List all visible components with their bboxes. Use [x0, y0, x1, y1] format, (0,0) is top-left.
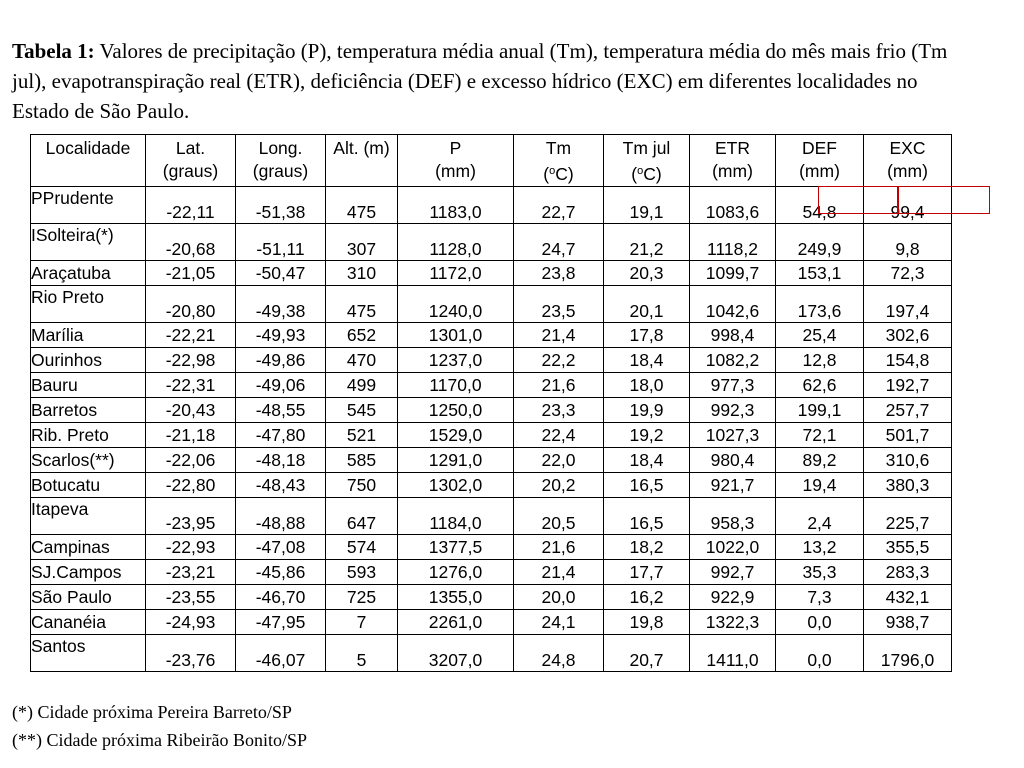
cell-etr: 1083,6	[690, 187, 776, 224]
climate-table	[30, 134, 952, 672]
table-row	[31, 448, 952, 473]
cell-alt: 521	[326, 423, 398, 448]
cell-lat: -22,11	[146, 187, 236, 224]
cell-exc: 302,6	[864, 323, 952, 348]
cell-lat: -20,80	[146, 286, 236, 323]
header-line-1: Tm jul	[622, 138, 671, 158]
cell-etr: 922,9	[690, 585, 776, 610]
cell-localidade: Barretos	[31, 398, 146, 423]
cell-long: -48,88	[236, 498, 326, 535]
cell-lat: -22,98	[146, 348, 236, 373]
cell-alt: 652	[326, 323, 398, 348]
highlight-def-box	[818, 186, 898, 214]
cell-etr: 1022,0	[690, 535, 776, 560]
table-row	[31, 261, 952, 286]
cell-exc: 197,4	[864, 286, 952, 323]
header-line-2: (graus)	[162, 161, 219, 181]
cell-localidade: Araçatuba	[31, 261, 146, 286]
cell-tm-jul: 16,2	[604, 585, 690, 610]
table-row	[31, 535, 952, 560]
table-row	[31, 498, 952, 535]
cell-long: -50,47	[236, 261, 326, 286]
cell-etr: 921,7	[690, 473, 776, 498]
cell-exc: 501,7	[864, 423, 952, 448]
cell-tm: 23,8	[514, 261, 604, 286]
cell-tm: 20,5	[514, 498, 604, 535]
cell-tm: 20,0	[514, 585, 604, 610]
header-line-1: Localidade	[45, 138, 131, 158]
cell-alt: 5	[326, 635, 398, 672]
cell-long: -48,43	[236, 473, 326, 498]
cell-etr: 1322,3	[690, 610, 776, 635]
cell-localidade: PPrudente	[31, 187, 146, 224]
table-row	[31, 373, 952, 398]
header-row	[31, 135, 952, 187]
cell-def: 153,1	[776, 261, 864, 286]
header-def	[776, 135, 864, 187]
cell-exc: 283,3	[864, 560, 952, 585]
cell-def: 89,2	[776, 448, 864, 473]
cell-tm-jul: 19,8	[604, 610, 690, 635]
cell-lat: -23,21	[146, 560, 236, 585]
header-line-2: (mm)	[712, 161, 753, 181]
cell-tm: 24,1	[514, 610, 604, 635]
cell-p: 1250,0	[398, 398, 514, 423]
cell-long: -46,70	[236, 585, 326, 610]
cell-localidade: Bauru	[31, 373, 146, 398]
cell-tm-jul: 18,4	[604, 448, 690, 473]
cell-p: 1377,5	[398, 535, 514, 560]
header-exc	[864, 135, 952, 187]
cell-etr: 1082,2	[690, 348, 776, 373]
cell-tm: 21,4	[514, 323, 604, 348]
cell-tm-jul: 18,4	[604, 348, 690, 373]
header-line-1: P	[449, 138, 462, 158]
cell-exc: 225,7	[864, 498, 952, 535]
cell-def: 0,0	[776, 610, 864, 635]
cell-tm: 22,4	[514, 423, 604, 448]
cell-etr: 1099,7	[690, 261, 776, 286]
cell-p: 1302,0	[398, 473, 514, 498]
cell-def: 7,3	[776, 585, 864, 610]
cell-tm-jul: 20,7	[604, 635, 690, 672]
header-alt	[326, 135, 398, 187]
cell-tm: 24,7	[514, 224, 604, 261]
cell-tm-jul: 19,2	[604, 423, 690, 448]
cell-def: 35,3	[776, 560, 864, 585]
cell-alt: 750	[326, 473, 398, 498]
cell-long: -49,86	[236, 348, 326, 373]
cell-localidade: Cananéia	[31, 610, 146, 635]
cell-etr: 980,4	[690, 448, 776, 473]
table-row	[31, 398, 952, 423]
cell-long: -48,18	[236, 448, 326, 473]
cell-tm-jul: 19,1	[604, 187, 690, 224]
cell-p: 1184,0	[398, 498, 514, 535]
cell-localidade: Campinas	[31, 535, 146, 560]
cell-localidade: SJ.Campos	[31, 560, 146, 585]
cell-long: -47,80	[236, 423, 326, 448]
cell-alt: 307	[326, 224, 398, 261]
cell-localidade: Botucatu	[31, 473, 146, 498]
cell-alt: 725	[326, 585, 398, 610]
highlight-exc-box	[898, 186, 990, 214]
header-line-1: Tm	[545, 138, 572, 158]
table-row	[31, 473, 952, 498]
cell-tm: 23,5	[514, 286, 604, 323]
cell-long: -49,38	[236, 286, 326, 323]
cell-alt: 475	[326, 286, 398, 323]
table-row	[31, 560, 952, 585]
table-row	[31, 635, 952, 672]
cell-def: 72,1	[776, 423, 864, 448]
header-etr	[690, 135, 776, 187]
cell-localidade: Ourinhos	[31, 348, 146, 373]
cell-localidade: Rio Preto	[31, 286, 146, 323]
cell-def: 13,2	[776, 535, 864, 560]
cell-long: -48,55	[236, 398, 326, 423]
cell-p: 1240,0	[398, 286, 514, 323]
cell-def: 249,9	[776, 224, 864, 261]
cell-alt: 470	[326, 348, 398, 373]
header-line-2: (graus)	[252, 161, 309, 181]
header-lat	[146, 135, 236, 187]
cell-exc: 1796,0	[864, 635, 952, 672]
header-line-2: (mm)	[435, 161, 476, 181]
cell-etr: 977,3	[690, 373, 776, 398]
cell-exc: 310,6	[864, 448, 952, 473]
cell-tm-jul: 16,5	[604, 473, 690, 498]
cell-tm: 24,8	[514, 635, 604, 672]
cell-alt: 310	[326, 261, 398, 286]
header-line-2: (mm)	[799, 161, 840, 181]
cell-exc: 99,4	[864, 187, 952, 224]
header-localidade	[31, 135, 146, 187]
cell-exc: 192,7	[864, 373, 952, 398]
cell-def: 62,6	[776, 373, 864, 398]
cell-long: -45,86	[236, 560, 326, 585]
cell-tm-jul: 18,2	[604, 535, 690, 560]
cell-etr: 998,4	[690, 323, 776, 348]
cell-tm-jul: 17,8	[604, 323, 690, 348]
cell-lat: -23,95	[146, 498, 236, 535]
cell-lat: -21,05	[146, 261, 236, 286]
cell-exc: 355,5	[864, 535, 952, 560]
cell-localidade: ISolteira(*)	[31, 224, 146, 261]
cell-tm: 23,3	[514, 398, 604, 423]
cell-alt: 499	[326, 373, 398, 398]
cell-tm: 22,0	[514, 448, 604, 473]
cell-etr: 992,7	[690, 560, 776, 585]
cell-lat: -20,68	[146, 224, 236, 261]
header-line-1: Alt. (m)	[333, 138, 390, 158]
cell-lat: -22,21	[146, 323, 236, 348]
cell-long: -49,93	[236, 323, 326, 348]
header-unit-open: (	[631, 164, 638, 184]
degree-sup: o	[637, 165, 644, 177]
cell-p: 2261,0	[398, 610, 514, 635]
table-row	[31, 585, 952, 610]
cell-lat: -21,18	[146, 423, 236, 448]
cell-p: 1529,0	[398, 423, 514, 448]
cell-tm-jul: 18,0	[604, 373, 690, 398]
footnotes	[12, 698, 307, 754]
table-caption	[12, 36, 972, 126]
cell-tm: 21,4	[514, 560, 604, 585]
footnote-1: (*) Cidade próxima Pereira Barreto/SP	[12, 702, 292, 722]
cell-def: 173,6	[776, 286, 864, 323]
cell-exc: 380,3	[864, 473, 952, 498]
caption-label: Tabela 1:	[12, 39, 95, 63]
cell-p: 1170,0	[398, 373, 514, 398]
cell-tm: 22,7	[514, 187, 604, 224]
table-row	[31, 323, 952, 348]
cell-long: -46,07	[236, 635, 326, 672]
cell-localidade: São Paulo	[31, 585, 146, 610]
header-unit-open: (	[543, 164, 550, 184]
cell-def: 12,8	[776, 348, 864, 373]
cell-alt: 545	[326, 398, 398, 423]
table-row	[31, 423, 952, 448]
cell-p: 1291,0	[398, 448, 514, 473]
cell-lat: -23,76	[146, 635, 236, 672]
cell-etr: 1411,0	[690, 635, 776, 672]
table-body	[31, 187, 952, 672]
cell-exc: 257,7	[864, 398, 952, 423]
cell-alt: 574	[326, 535, 398, 560]
cell-p: 1237,0	[398, 348, 514, 373]
cell-p: 3207,0	[398, 635, 514, 672]
cell-lat: -22,06	[146, 448, 236, 473]
cell-exc: 72,3	[864, 261, 952, 286]
cell-p: 1276,0	[398, 560, 514, 585]
cell-lat: -22,80	[146, 473, 236, 498]
cell-def: 2,4	[776, 498, 864, 535]
cell-def: 19,4	[776, 473, 864, 498]
header-tm	[514, 135, 604, 187]
cell-def: 199,1	[776, 398, 864, 423]
cell-alt: 593	[326, 560, 398, 585]
cell-def: 25,4	[776, 323, 864, 348]
cell-long: -51,11	[236, 224, 326, 261]
table-row	[31, 224, 952, 261]
cell-lat: -20,43	[146, 398, 236, 423]
cell-p: 1128,0	[398, 224, 514, 261]
cell-tm-jul: 21,2	[604, 224, 690, 261]
cell-long: -51,38	[236, 187, 326, 224]
cell-tm-jul: 16,5	[604, 498, 690, 535]
cell-lat: -23,55	[146, 585, 236, 610]
cell-exc: 938,7	[864, 610, 952, 635]
cell-etr: 1027,3	[690, 423, 776, 448]
header-long	[236, 135, 326, 187]
degree-sup: o	[549, 165, 556, 177]
cell-tm-jul: 20,3	[604, 261, 690, 286]
cell-etr: 1118,2	[690, 224, 776, 261]
cell-alt: 647	[326, 498, 398, 535]
header-line-1: DEF	[802, 138, 837, 158]
cell-alt: 7	[326, 610, 398, 635]
cell-tm: 21,6	[514, 535, 604, 560]
header-unit-close: C)	[643, 164, 662, 184]
table-row	[31, 610, 952, 635]
cell-long: -49,06	[236, 373, 326, 398]
cell-etr: 1042,6	[690, 286, 776, 323]
cell-exc: 432,1	[864, 585, 952, 610]
table-row	[31, 286, 952, 323]
footnote-2: (**) Cidade próxima Ribeirão Bonito/SP	[12, 730, 307, 750]
cell-tm: 21,6	[514, 373, 604, 398]
cell-localidade: Itapeva	[31, 498, 146, 535]
header-line-1: Long.	[258, 138, 303, 158]
cell-tm: 20,2	[514, 473, 604, 498]
header-line-1: EXC	[889, 138, 926, 158]
cell-exc: 154,8	[864, 348, 952, 373]
cell-long: -47,95	[236, 610, 326, 635]
cell-etr: 958,3	[690, 498, 776, 535]
caption-text: Valores de precipitação (P), temperatura média anual (Tm), temperatura média do mês mais frio (Tm jul), evapotranspiração real (ETR), deficiência (DEF) e excesso hídrico (EXC) em diferentes localidades no Estado de São Paulo.	[12, 39, 948, 123]
cell-localidade: Rib. Preto	[31, 423, 146, 448]
cell-lat: -22,31	[146, 373, 236, 398]
cell-alt: 475	[326, 187, 398, 224]
header-line-2: (mm)	[887, 161, 928, 181]
header-p	[398, 135, 514, 187]
cell-tm-jul: 20,1	[604, 286, 690, 323]
table-row	[31, 348, 952, 373]
cell-localidade: Santos	[31, 635, 146, 672]
cell-lat: -22,93	[146, 535, 236, 560]
header-line-1: Lat.	[175, 138, 206, 158]
cell-tm: 22,2	[514, 348, 604, 373]
cell-p: 1183,0	[398, 187, 514, 224]
table-row	[31, 187, 952, 224]
cell-tm-jul: 19,9	[604, 398, 690, 423]
cell-localidade: Scarlos(**)	[31, 448, 146, 473]
header-unit-close: C)	[555, 164, 574, 184]
cell-p: 1172,0	[398, 261, 514, 286]
cell-lat: -24,93	[146, 610, 236, 635]
cell-def: 54,8	[776, 187, 864, 224]
cell-def: 0,0	[776, 635, 864, 672]
cell-exc: 9,8	[864, 224, 952, 261]
cell-long: -47,08	[236, 535, 326, 560]
cell-tm-jul: 17,7	[604, 560, 690, 585]
header-line-1: ETR	[715, 138, 750, 158]
cell-etr: 992,3	[690, 398, 776, 423]
cell-localidade: Marília	[31, 323, 146, 348]
cell-p: 1355,0	[398, 585, 514, 610]
cell-alt: 585	[326, 448, 398, 473]
header-tm-jul	[604, 135, 690, 187]
cell-p: 1301,0	[398, 323, 514, 348]
